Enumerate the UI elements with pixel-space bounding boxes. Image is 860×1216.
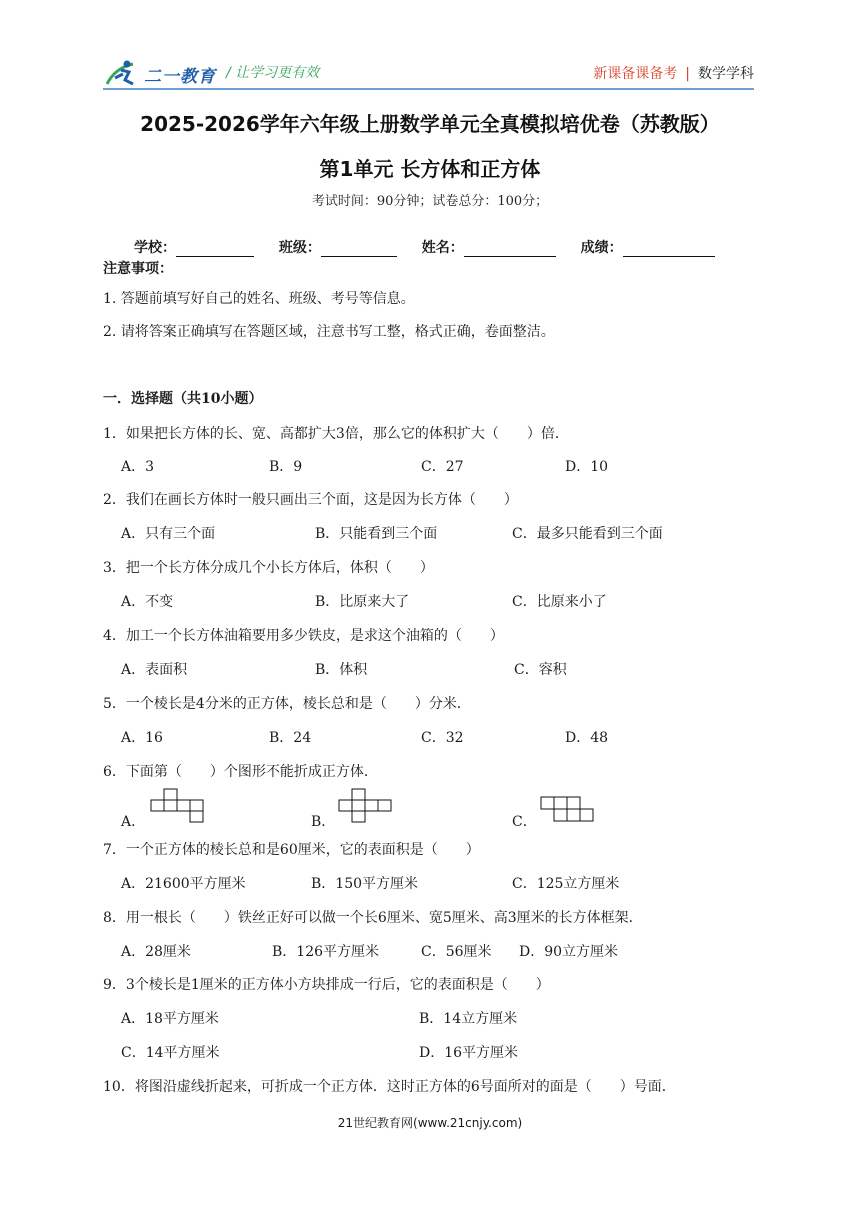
question-text: 5．一个棱长是4分米的正方体，棱长总和是（ ）分米．: [103, 696, 471, 712]
page-title: 2025-2026学年六年级上册数学单元全真模拟培优卷（苏教版）: [140, 112, 720, 136]
header-right: [593, 63, 754, 83]
option[interactable]: B．24: [269, 730, 312, 746]
notice-item: 2. 请将答案正确填写在答题区域，注意书写工整，格式正确，卷面整洁。: [103, 324, 555, 340]
question-text: 8．用一根长（ ）铁丝正好可以做一个长6厘米、宽5厘米、高3厘米的长方体框架．: [103, 910, 643, 926]
question-text: 4．加工一个长方体油箱要用多少铁皮，是求这个油箱的（ ）: [103, 628, 504, 644]
options-row: [0, 456, 860, 476]
option[interactable]: B．比原来大了: [315, 594, 410, 610]
exam-info: 考试时间：90分钟；试卷总分：100分；: [311, 194, 549, 209]
option[interactable]: D．48: [565, 730, 609, 746]
name-field[interactable]: [422, 237, 556, 257]
options-row: [0, 591, 860, 611]
question-text: 7．一个正方体的棱长总和是60厘米，它的表面积是（ ）: [103, 842, 480, 858]
header-subject-label: 数学学科: [698, 66, 754, 82]
notice-title: 注意事项：: [103, 261, 173, 277]
option[interactable]: B．只能看到三个面: [315, 526, 438, 542]
cube-net-figure-a: [150, 788, 206, 824]
section-title: 一．选择题（共10小题）: [103, 391, 263, 407]
option[interactable]: B．: [311, 814, 336, 830]
notice-item: 1. 答题前填写好自己的姓名、班级、考号等信息。: [103, 291, 415, 307]
option[interactable]: B．体积: [315, 662, 368, 678]
option[interactable]: C．容积: [514, 662, 567, 678]
option[interactable]: C．14平方厘米: [121, 1045, 220, 1061]
question-text: 10．将图沿虚线折起来，可折成一个正方体．这时正方体的6号面所对的面是（ ）号面．: [103, 1079, 676, 1095]
options-row: [0, 873, 860, 893]
options-row: [0, 659, 860, 679]
slogan: / 让学习更有效: [226, 65, 320, 81]
question-text: 6．下面第（ ）个图形不能折成正方体．: [103, 764, 378, 780]
option[interactable]: D．10: [565, 459, 609, 475]
option[interactable]: A．16: [121, 730, 163, 746]
logo-text: 二一教育: [144, 67, 216, 87]
option[interactable]: A．18平方厘米: [121, 1011, 219, 1027]
option[interactable]: C．125立方厘米: [512, 876, 620, 892]
question-text: 3．把一个长方体分成几个小长方体后，体积（ ）: [103, 560, 434, 576]
options-row: [0, 727, 860, 747]
option[interactable]: A．3: [121, 459, 155, 475]
option[interactable]: C．: [512, 814, 537, 830]
option[interactable]: C．27: [421, 459, 464, 475]
footer: 21世纪教育网(www.21cnjy.com): [337, 1116, 523, 1130]
option[interactable]: C．32: [421, 730, 464, 746]
header-course-label: 新课备课备考: [593, 66, 678, 82]
options-row: [0, 811, 860, 831]
question-text: 2．我们在画长方体时一般只画出三个面，这是因为长方体（ ）: [103, 492, 518, 508]
options-row: [0, 1008, 860, 1028]
unit-title: 第1单元 长方体和正方体: [319, 157, 541, 181]
option[interactable]: A．表面积: [121, 662, 188, 678]
option[interactable]: C．56厘米: [421, 944, 492, 960]
option[interactable]: B．126平方厘米: [272, 944, 380, 960]
school-field[interactable]: [134, 237, 254, 257]
question-text: 9．3个棱长是1厘米的正方体小方块排成一行后，它的表面积是（ ）: [103, 977, 550, 993]
option[interactable]: A．21600平方厘米: [121, 876, 246, 892]
options-row: [0, 941, 860, 961]
options-row: [0, 1042, 860, 1062]
cube-net-figure-c: [540, 796, 596, 824]
score-field[interactable]: [581, 237, 715, 257]
school-label: 学校：: [134, 240, 176, 256]
option[interactable]: A．不变: [121, 594, 174, 610]
question-text: 1．如果把长方体的长、宽、高都扩大3倍，那么它的体积扩大（ ）倍．: [103, 426, 569, 442]
option[interactable]: A．: [121, 814, 146, 830]
header-divider: [103, 88, 754, 90]
options-row: [0, 523, 860, 543]
option[interactable]: C．最多只能看到三个面: [512, 526, 663, 542]
option[interactable]: D．16平方厘米: [419, 1045, 519, 1061]
student-info-row: [134, 237, 735, 257]
option[interactable]: D．90立方厘米: [519, 944, 619, 960]
option[interactable]: A．28厘米: [121, 944, 191, 960]
option[interactable]: A．只有三个面: [121, 526, 216, 542]
name-label: 姓名：: [421, 240, 464, 256]
header-separator: |: [685, 66, 690, 82]
score-label: 成绩：: [580, 240, 623, 256]
option[interactable]: C．比原来小了: [512, 594, 607, 610]
cube-net-figure-b: [338, 788, 394, 824]
class-field[interactable]: [279, 237, 397, 257]
class-label: 班级：: [278, 240, 321, 256]
option[interactable]: B．14立方厘米: [419, 1011, 518, 1027]
option[interactable]: B．9: [269, 459, 303, 475]
option[interactable]: B．150平方厘米: [311, 876, 419, 892]
